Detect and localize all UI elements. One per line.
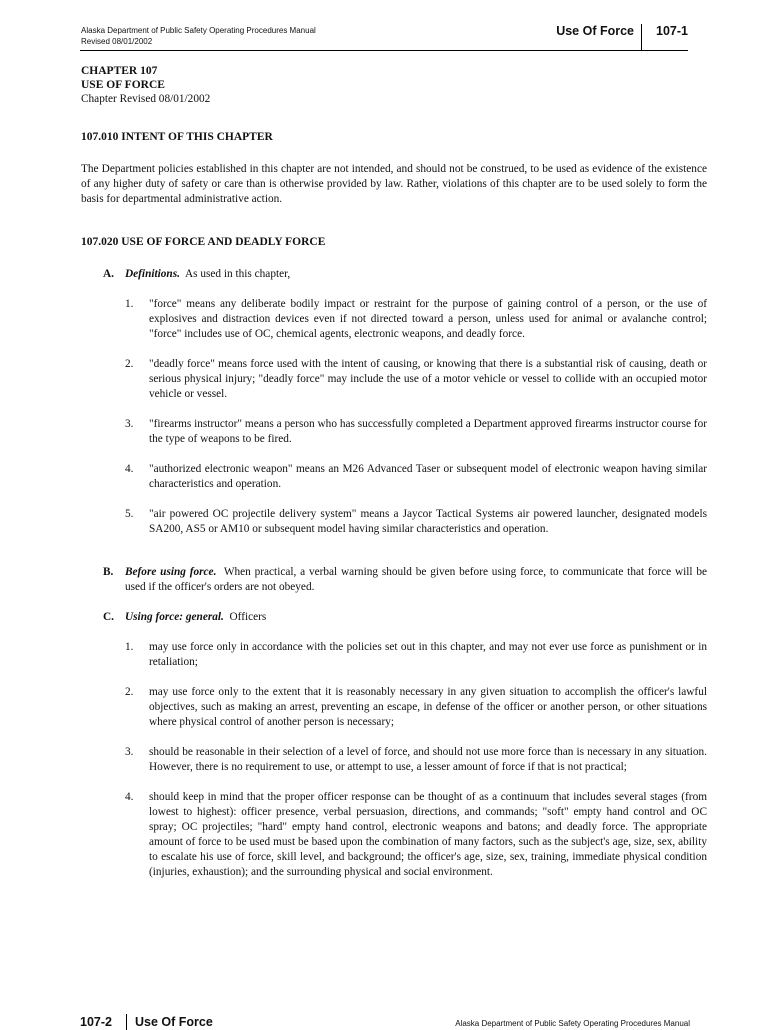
chapter-revised: Chapter Revised 08/01/2002: [81, 93, 211, 105]
section-heading-107-010: 107.010 INTENT OF THIS CHAPTER: [81, 131, 273, 143]
next-page-divider: [126, 1014, 127, 1030]
subsection-a: [81, 267, 707, 282]
document-body: [81, 64, 707, 880]
subsection-c-text: Officers: [229, 611, 267, 623]
list-item-number: 2.: [125, 686, 134, 698]
definitions-list: [81, 297, 707, 537]
header-org: [81, 25, 316, 47]
next-page-header: [80, 1010, 690, 1030]
subsection-b-text: When practical, a verbal warning should be given before using force, to communicate that force will be used if the officer's orders are not obeyed.: [125, 566, 707, 593]
list-item-number: 3.: [125, 418, 134, 430]
subsection-c-heading: Using force: general.: [125, 611, 224, 623]
chapter-number: CHAPTER 107: [81, 65, 158, 77]
header-page-number: 107-1: [656, 24, 688, 38]
section-heading-107-020: 107.020 USE OF FORCE AND DEADLY FORCE: [81, 236, 326, 248]
list-item: [81, 790, 707, 880]
list-item-text: should be reasonable in their selection of a level of force, and should not use more force than is necessary in any situation. However, there is no requirement to use, or attempt to use, a lesser amount of force if that is not practical;: [149, 746, 707, 773]
list-item-text: should keep in mind that the proper officer response can be thought of as a continuum that includes several stages (from lowest to highest): officer presence, verbal persuasion, directions, and commands; "soft" empty hand control and OC spray; OC projectiles; "hard" empty hand control, electronic weapons and batons; and deadly force. The appropriate amount of force to be used must be based upon the combination of many factors, such as the subject's age, size, sex, ability to escalate his use of force, skill level, and background; the officer's age, size, sex, training, immediate physical condition (injuries, exhaustion); and the surrounding physical and social environment.: [149, 791, 707, 878]
subsection-a-text: As used in this chapter,: [184, 268, 291, 280]
header-org-line1: Alaska Department of Public Safety Operating Procedures Manual: [81, 26, 316, 35]
subsection-b: [81, 565, 707, 595]
subsection-a-heading: Definitions.: [125, 268, 180, 280]
subsection-b-marker: B.: [103, 566, 114, 578]
header-revised: Revised 08/01/2002: [81, 37, 153, 46]
list-item: [81, 462, 707, 492]
general-force-list: [81, 640, 707, 880]
list-item-text: "authorized electronic weapon" means an M26 Advanced Taser or subsequent model of electronic weapon having similar characteristics and operation.: [149, 463, 707, 490]
list-item-number: 5.: [125, 508, 134, 520]
next-page-title: Use Of Force: [135, 1015, 213, 1029]
list-item: [81, 745, 707, 775]
list-item-number: 1.: [125, 298, 134, 310]
list-item-text: may use force only in accordance with the policies set out in this chapter, and may not ever use force as punishment or in retaliation;: [149, 641, 707, 668]
list-item-text: may use force only to the extent that it is reasonably necessary in any given situation to accomplish the officer's lawful objectives, such as making an arrest, preventing an escape, in defense of the officer or another person, or other situations where physical control of another person is necessary;: [149, 686, 707, 728]
section-text-107-010: The Department policies established in this chapter are not intended, and should not be construed, to be used as evidence of the existence of any higher duty of safety or care than is otherwise provided by law. Rather, violations of this chapter are to be used solely to form the basis for departmental administrative action.: [81, 163, 707, 205]
next-page-org: Alaska Department of Public Safety Operating Procedures Manual: [455, 1019, 690, 1028]
header-divider: [641, 24, 642, 50]
header-title: Use Of Force: [556, 24, 634, 38]
list-item-number: 2.: [125, 358, 134, 370]
list-item: [81, 685, 707, 730]
list-item-text: "air powered OC projectile delivery system" means a Jaycor Tactical Systems air powered launcher, designated models SA200, AS5 or AM10 or subsequent model having similar characteristics and operation.: [149, 508, 707, 535]
list-item: [81, 640, 707, 670]
chapter-name: USE OF FORCE: [81, 79, 165, 91]
list-item-text: "deadly force" means force used with the intent of causing, or knowing that there is a substantial risk of causing, death or serious physical injury; "deadly force" may include the use of a motor vehicle or vessel to collide with an occupied motor vehicle or vessel.: [149, 358, 707, 400]
subsection-c: [81, 610, 707, 625]
list-item: [81, 507, 707, 537]
next-page-number: 107-2: [80, 1015, 112, 1029]
list-item: [81, 357, 707, 402]
list-item-text: "firearms instructor" means a person who has successfully completed a Department approved firearms instructor course for the type of weapons to be fired.: [149, 418, 707, 445]
list-item-number: 3.: [125, 746, 134, 758]
list-item-number: 4.: [125, 463, 134, 475]
list-item-number: 1.: [125, 641, 134, 653]
list-item: [81, 297, 707, 342]
subsection-b-heading: Before using force.: [125, 566, 217, 578]
page-header: [80, 24, 688, 51]
list-item-number: 4.: [125, 791, 134, 803]
list-item: [81, 417, 707, 447]
subsection-c-marker: C.: [103, 611, 114, 623]
list-item-text: "force" means any deliberate bodily impact or restraint for the purpose of gaining control of a person, or the use of explosives and distraction devices even if not directed toward a person, unless used for animal or avalanche control; "force" includes use of OC, chemical agents, electronic weapons, and deadly force.: [149, 298, 707, 340]
subsection-a-marker: A.: [103, 268, 114, 280]
